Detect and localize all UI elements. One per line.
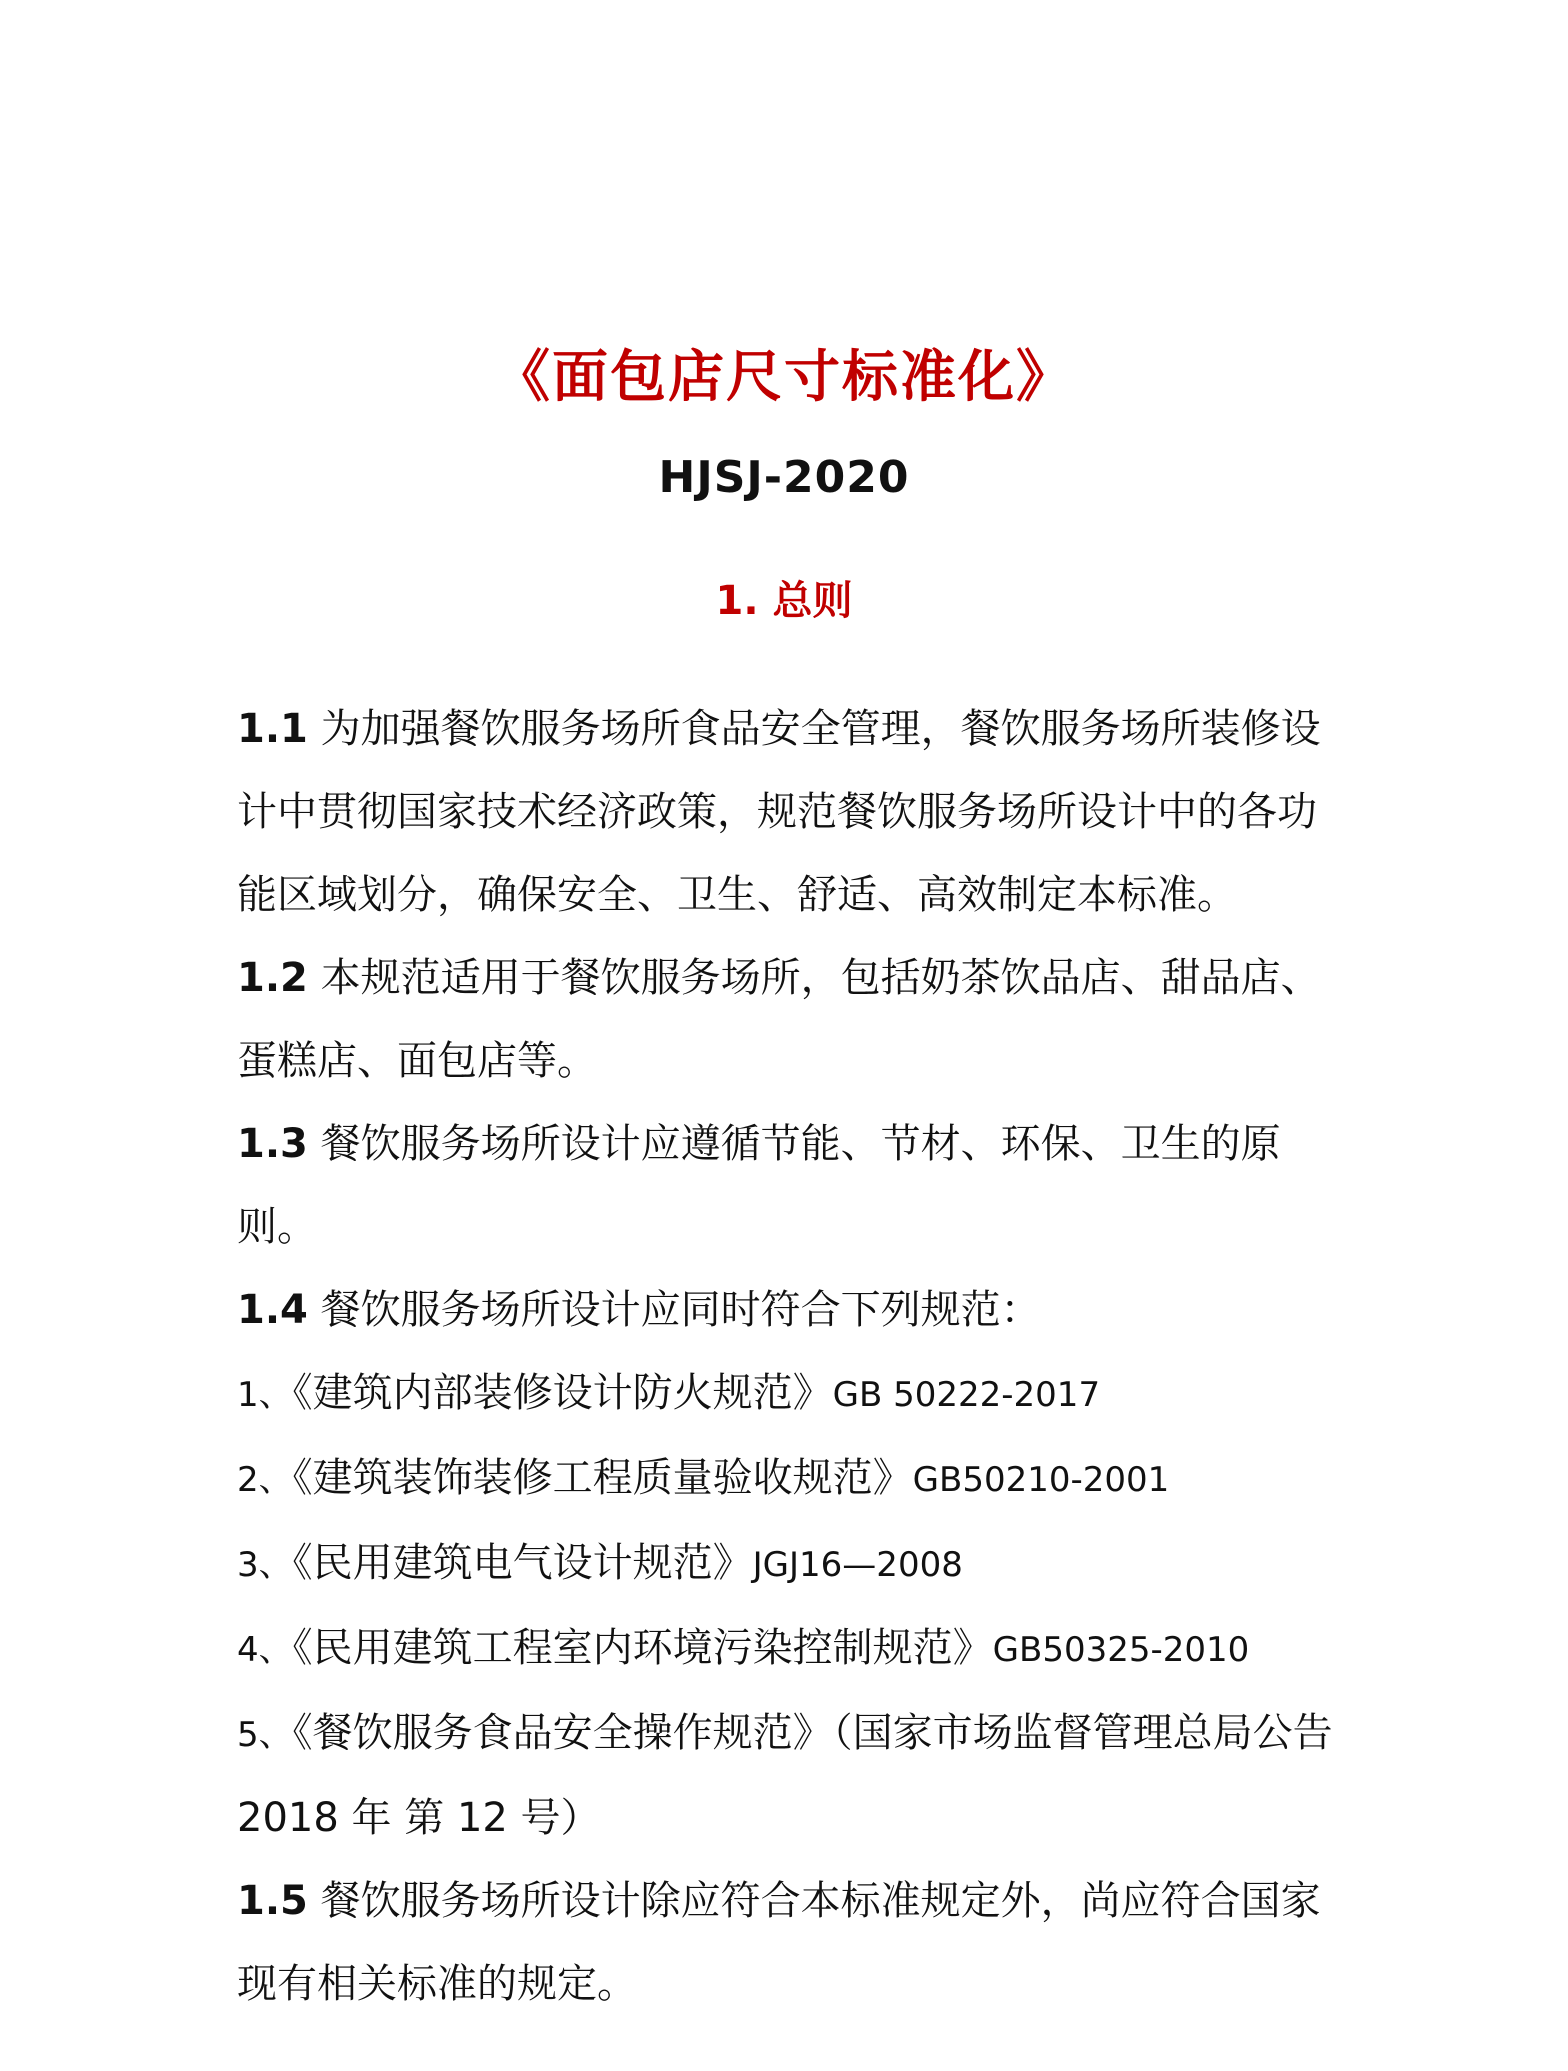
reference-code: （国家市场监督管理总局公告 2018 年 第 12 号） bbox=[237, 1710, 1333, 1841]
document-code: HJSJ-2020 bbox=[658, 452, 910, 503]
reference-number: 4、 bbox=[237, 1630, 293, 1670]
document-body bbox=[237, 688, 1337, 2026]
reference-number: 3、 bbox=[237, 1545, 293, 1585]
reference-item-2 bbox=[237, 1437, 1337, 1522]
clause-number: 1.3 bbox=[237, 1121, 308, 1167]
reference-number: 2、 bbox=[237, 1460, 293, 1500]
reference-name: 《民用建筑工程室内环境污染控制规范》 bbox=[292, 1625, 993, 1671]
section-heading: 1. 总则 bbox=[715, 578, 853, 624]
reference-number: 1、 bbox=[237, 1375, 293, 1415]
reference-item-3 bbox=[237, 1522, 1337, 1607]
reference-name: 《民用建筑电气设计规范》 bbox=[292, 1540, 753, 1586]
clause-1-1 bbox=[237, 688, 1337, 937]
reference-name: 《建筑装饰装修工程质量验收规范》 bbox=[292, 1455, 913, 1501]
clause-1-2 bbox=[237, 937, 1337, 1103]
clause-number: 1.1 bbox=[237, 706, 308, 752]
reference-item-4 bbox=[237, 1607, 1337, 1692]
clause-number: 1.5 bbox=[237, 1878, 308, 1924]
clause-text: 餐饮服务场所设计应遵循节能、节材、环保、卫生的原则。 bbox=[237, 1121, 1281, 1250]
reference-item-5 bbox=[237, 1692, 1337, 1860]
reference-number: 5、 bbox=[237, 1715, 293, 1755]
reference-code: GB50325-2010 bbox=[992, 1630, 1250, 1670]
document-title: 《面包店尺寸标准化》 bbox=[494, 345, 1074, 410]
clause-1-3 bbox=[237, 1103, 1337, 1269]
clause-text: 餐饮服务场所设计应同时符合下列规范： bbox=[320, 1287, 1041, 1333]
reference-code: GB 50222-2017 bbox=[832, 1375, 1101, 1415]
clause-1-5 bbox=[237, 1860, 1337, 2026]
clause-text: 本规范适用于餐饮服务场所，包括奶茶饮品店、甜品店、蛋糕店、面包店等。 bbox=[237, 955, 1321, 1084]
clause-text: 餐饮服务场所设计除应符合本标准规定外，尚应符合国家现有相关标准的规定。 bbox=[237, 1878, 1321, 2007]
reference-code: JGJ16—2008 bbox=[752, 1545, 963, 1585]
clause-number: 1.4 bbox=[237, 1287, 308, 1333]
clause-1-4 bbox=[237, 1269, 1337, 1352]
clause-text: 为加强餐饮服务场所食品安全管理，餐饮服务场所装修设计中贯彻国家技术经济政策，规范餐饮服务场所设计中的各功能区域划分，确保安全、卫生、舒适、高效制定本标准。 bbox=[237, 706, 1321, 918]
clause-number: 1.2 bbox=[237, 955, 308, 1001]
reference-item-1 bbox=[237, 1352, 1337, 1437]
reference-code: GB50210-2001 bbox=[912, 1460, 1170, 1500]
reference-name: 《餐饮服务食品安全操作规范》 bbox=[292, 1710, 833, 1756]
reference-name: 《建筑内部装修设计防火规范》 bbox=[292, 1370, 833, 1416]
